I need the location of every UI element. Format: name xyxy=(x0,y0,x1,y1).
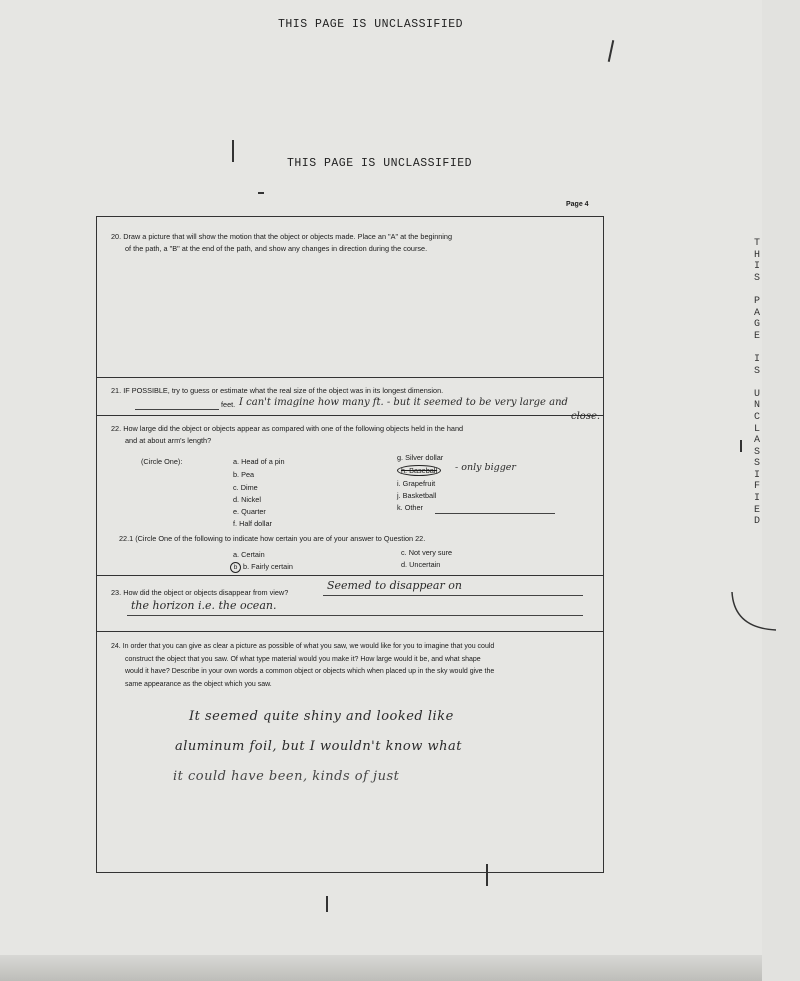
handwritten-answer[interactable]: aluminum foil, but I wouldn't know what xyxy=(175,739,462,754)
scan-mark xyxy=(740,440,742,452)
side-banner-letter: T xyxy=(753,238,760,249)
option-d-uncertain[interactable]: d. Uncertain xyxy=(401,560,441,569)
side-banner-letter: U xyxy=(753,388,760,400)
side-banner-letter: A xyxy=(753,435,760,447)
side-banner-letter: E xyxy=(753,330,760,342)
circle-one-instruction: (Circle One): xyxy=(141,457,183,466)
side-banner-letter: N xyxy=(753,400,760,412)
question-number: 22. xyxy=(111,424,122,433)
side-banner-letter: I xyxy=(753,469,760,481)
question-text: IF POSSIBLE, try to guess or estimate what the real size of the object was in its longest dimension. xyxy=(123,386,444,395)
side-banner-letter: S xyxy=(753,365,760,377)
mid-classification-banner: THIS PAGE IS UNCLASSIFIED xyxy=(287,157,473,170)
scan-mark xyxy=(326,896,328,912)
bracket-mark xyxy=(730,590,780,640)
question-text: would it have? Describe in your own words a common object or objects which when placed up in the sky would give the xyxy=(125,668,495,675)
side-banner-letter: I xyxy=(753,353,760,365)
handwritten-answer[interactable]: Seemed to disappear on xyxy=(327,579,462,592)
question-text: How did the object or objects disappear from view? xyxy=(123,588,289,597)
option-i[interactable]: i. Grapefruit xyxy=(397,479,436,488)
answer-blank xyxy=(435,513,555,514)
scan-edge xyxy=(0,955,800,981)
side-banner-letter: L xyxy=(753,423,760,435)
handwritten-answer[interactable]: close. xyxy=(571,411,601,422)
option-h-circled[interactable]: h. Baseball xyxy=(397,465,441,476)
question-number: 23. xyxy=(111,588,122,597)
drawing-area[interactable] xyxy=(111,261,591,371)
side-banner-letter: S xyxy=(753,272,760,284)
divider xyxy=(97,415,603,416)
side-banner-letter: P xyxy=(753,295,760,307)
option-c[interactable]: c. Dime xyxy=(233,483,258,492)
side-banner-letter: G xyxy=(753,319,760,331)
option-b[interactable]: b. Pea xyxy=(233,470,255,479)
question-22 xyxy=(111,423,463,447)
question-22-1 xyxy=(119,533,425,545)
divider xyxy=(97,575,603,576)
question-number: 24. xyxy=(111,643,121,650)
option-j[interactable]: j. Basketball xyxy=(397,491,437,500)
side-banner-letter: E xyxy=(753,504,760,516)
question-23 xyxy=(111,587,288,599)
side-banner-letter: D xyxy=(753,516,760,528)
side-banner-letter: F xyxy=(753,481,760,493)
question-text: and at about arm's length? xyxy=(125,436,212,445)
question-20 xyxy=(111,231,452,255)
option-e[interactable]: e. Quarter xyxy=(233,507,266,516)
answer-blank xyxy=(127,615,583,616)
question-text: In order that you can give as clear a picture as possible of what you saw, we would like for you to imagine that you could xyxy=(122,643,495,650)
option-b-fairly-certain[interactable]: b b. Fairly certain xyxy=(233,562,293,573)
question-24 xyxy=(111,641,494,691)
question-text: same appearance as the object which you saw. xyxy=(125,680,272,688)
option-g[interactable]: g. Silver dollar xyxy=(397,453,444,462)
option-c-not-very-sure[interactable]: c. Not very sure xyxy=(401,548,453,557)
side-banner-letter: A xyxy=(753,307,760,319)
scan-mark xyxy=(232,140,234,162)
page-number: Page 4 xyxy=(566,201,589,208)
scan-mark xyxy=(258,192,264,194)
answer-blank xyxy=(323,595,583,596)
question-number: 20. xyxy=(111,232,122,241)
questionnaire-form xyxy=(96,216,604,873)
question-21 xyxy=(111,385,443,397)
handwritten-answer[interactable]: the horizon i.e. the ocean. xyxy=(131,599,277,612)
divider xyxy=(97,377,603,378)
option-k[interactable]: k. Other xyxy=(397,503,423,512)
question-text: How large did the object or objects appear as compared with one of the following objects held in the hand xyxy=(123,424,464,433)
side-banner-letter: C xyxy=(753,411,760,423)
option-a-certain[interactable]: a. Certain xyxy=(233,550,265,559)
question-text: (Circle One of the following to indicate how certain you are of your answer to Question 22. xyxy=(135,534,426,543)
side-banner-letter: I xyxy=(753,493,760,505)
handwritten-answer[interactable]: It seemed quite shiny and looked like xyxy=(189,709,454,724)
question-text: of the path, a "B" at the end of the path, and show any changes in direction during the course. xyxy=(125,244,428,253)
scan-mark xyxy=(486,864,488,886)
scan-edge xyxy=(762,0,800,981)
question-number: 22.1 xyxy=(119,534,134,543)
answer-blank xyxy=(135,409,219,410)
option-f[interactable]: f. Half dollar xyxy=(233,519,272,528)
side-banner-letter: I xyxy=(753,261,760,273)
top-classification-banner: THIS PAGE IS UNCLASSIFIED xyxy=(278,18,464,31)
option-d[interactable]: d. Nickel xyxy=(233,495,261,504)
option-a[interactable]: a. Head of a pin xyxy=(233,457,285,466)
divider xyxy=(97,631,603,632)
unit-label: feet. xyxy=(221,400,236,409)
handwritten-answer[interactable]: I can't imagine how many ft. - but it seemed to be very large and xyxy=(239,397,568,408)
side-banner-letter: S xyxy=(753,446,760,458)
question-text: Draw a picture that will show the motion that the object or objects made. Place an "A" at the beginning xyxy=(123,232,453,241)
question-number: 21. xyxy=(111,386,122,395)
question-text: construct the object that you saw. Of what type material would you make it? How large would it be, and what shape xyxy=(125,655,481,663)
handwritten-answer[interactable]: it could have been, kinds of just xyxy=(173,769,400,784)
handwritten-annotation[interactable]: - only bigger xyxy=(455,462,516,473)
side-banner-letter: H xyxy=(753,249,760,261)
side-banner-letter: S xyxy=(753,458,760,470)
scan-mark xyxy=(608,40,615,62)
